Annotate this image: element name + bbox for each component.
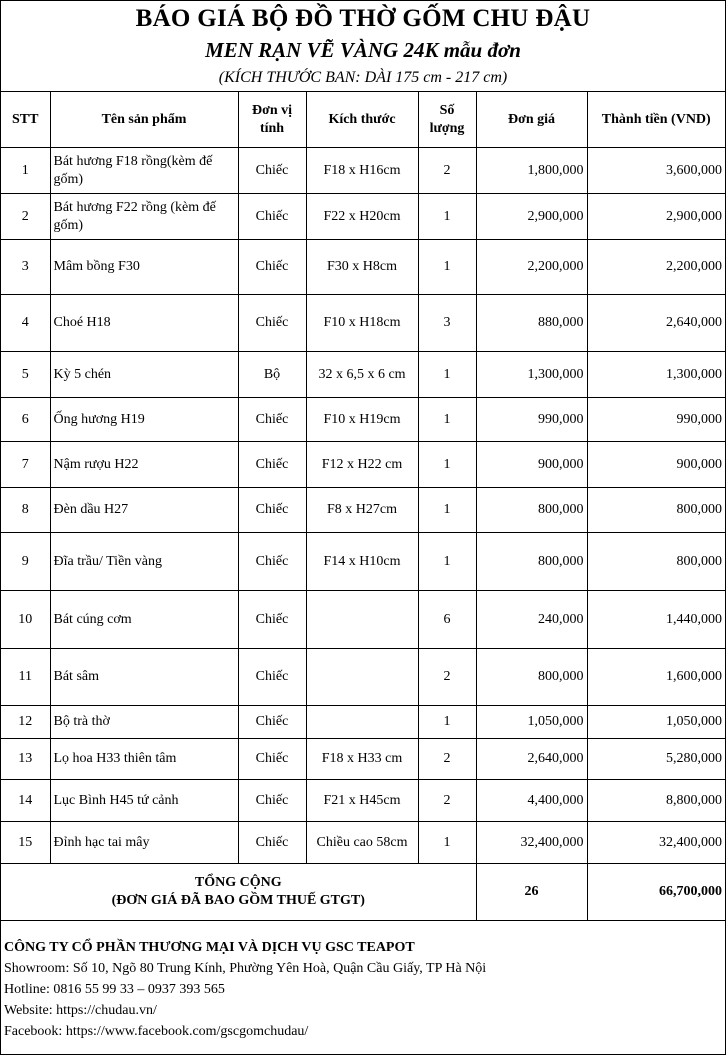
row-unit-price: 240,000 — [476, 591, 587, 649]
row-qty: 1 — [418, 706, 476, 739]
row-stt: 4 — [1, 295, 50, 352]
row-product-name: Bát sâm — [50, 649, 238, 706]
row-unit-price: 1,800,000 — [476, 148, 587, 194]
row-qty: 1 — [418, 533, 476, 591]
row-unit-price: 4,400,000 — [476, 780, 587, 822]
table-row — [1, 591, 725, 649]
row-product-name: Đĩa trầu/ Tiền vàng — [50, 533, 238, 591]
table-row — [1, 352, 725, 398]
row-product-name: Bộ trà thờ — [50, 706, 238, 739]
table-row — [1, 649, 725, 706]
row-amount: 5,280,000 — [587, 739, 725, 780]
row-unit: Chiếc — [238, 194, 306, 240]
row-unit-price: 880,000 — [476, 295, 587, 352]
row-amount: 2,900,000 — [587, 194, 725, 240]
row-unit-price: 800,000 — [476, 488, 587, 533]
row-product-name: Đỉnh hạc tai mây — [50, 822, 238, 864]
total-label: TỔNG CỘNG — [194, 875, 282, 890]
total-amount: 66,700,000 — [587, 864, 725, 921]
row-qty: 1 — [418, 442, 476, 488]
row-unit: Chiếc — [238, 822, 306, 864]
table-row — [1, 295, 725, 352]
table-row — [1, 780, 725, 822]
row-size: F30 x H8cm — [306, 240, 418, 295]
row-unit-price: 800,000 — [476, 533, 587, 591]
row-qty: 1 — [418, 488, 476, 533]
row-product-name: Nậm rượu H22 — [50, 442, 238, 488]
row-qty: 2 — [418, 148, 476, 194]
table-row — [1, 442, 725, 488]
row-stt: 1 — [1, 148, 50, 194]
row-size: F14 x H10cm — [306, 533, 418, 591]
row-amount: 1,300,000 — [587, 352, 725, 398]
row-qty: 3 — [418, 295, 476, 352]
row-size: Chiều cao 58cm — [306, 822, 418, 864]
row-product-name: Đèn dầu H27 — [50, 488, 238, 533]
table-row — [1, 148, 725, 194]
row-unit-price: 32,400,000 — [476, 822, 587, 864]
row-stt: 3 — [1, 240, 50, 295]
document-title: BÁO GIÁ BỘ ĐỒ THỜ GỐM CHU ĐẬU — [135, 5, 591, 32]
row-stt: 10 — [1, 591, 50, 649]
row-qty: 1 — [418, 398, 476, 442]
table-header-row — [1, 92, 725, 148]
row-stt: 6 — [1, 398, 50, 442]
table-row — [1, 240, 725, 295]
col-header-size: Kích thước — [306, 92, 418, 148]
row-stt: 7 — [1, 442, 50, 488]
document-subtitle: MEN RẠN VẼ VÀNG 24K mẫu đơn — [205, 38, 521, 62]
row-unit-price: 900,000 — [476, 442, 587, 488]
table-row — [1, 739, 725, 780]
row-unit: Chiếc — [238, 442, 306, 488]
row-amount: 32,400,000 — [587, 822, 725, 864]
row-qty: 2 — [418, 739, 476, 780]
row-amount: 1,050,000 — [587, 706, 725, 739]
row-product-name: Lọ hoa H33 thiên tâm — [50, 739, 238, 780]
row-product-name: Kỳ 5 chén — [50, 352, 238, 398]
col-header-name: Tên sản phẩm — [50, 92, 238, 148]
row-amount: 900,000 — [587, 442, 725, 488]
row-amount: 2,200,000 — [587, 240, 725, 295]
row-qty: 6 — [418, 591, 476, 649]
table-row — [1, 822, 725, 864]
row-qty: 1 — [418, 352, 476, 398]
total-label-cell — [1, 864, 476, 921]
row-unit-price: 800,000 — [476, 649, 587, 706]
row-size: F10 x H19cm — [306, 398, 418, 442]
company-footer — [4, 937, 724, 1042]
row-unit: Chiếc — [238, 295, 306, 352]
row-stt: 11 — [1, 649, 50, 706]
row-unit: Chiếc — [238, 398, 306, 442]
row-stt: 13 — [1, 739, 50, 780]
row-size: F21 x H45cm — [306, 780, 418, 822]
col-header-unit: Đơn vị tính — [238, 92, 306, 148]
row-product-name: Bát cúng cơm — [50, 591, 238, 649]
table-body — [1, 148, 725, 864]
row-size: F8 x H27cm — [306, 488, 418, 533]
row-unit-price: 2,900,000 — [476, 194, 587, 240]
col-header-stt: STT — [1, 92, 50, 148]
row-product-name: Ống hương H19 — [50, 398, 238, 442]
row-qty: 1 — [418, 194, 476, 240]
row-product-name: Mâm bồng F30 — [50, 240, 238, 295]
row-unit-price: 2,640,000 — [476, 739, 587, 780]
row-amount: 8,800,000 — [587, 780, 725, 822]
row-size: 32 x 6,5 x 6 cm — [306, 352, 418, 398]
row-amount: 990,000 — [587, 398, 725, 442]
row-unit: Bộ — [238, 352, 306, 398]
company-name: CÔNG TY CỔ PHẦN THƯƠNG MẠI VÀ DỊCH VỤ GSC TEAPOT — [4, 940, 415, 955]
row-stt: 14 — [1, 780, 50, 822]
showroom-address: Showroom: Số 10, Ngõ 80 Trung Kính, Phường Yên Hoà, Quận Cầu Giấy, TP Hà Nội — [4, 961, 487, 976]
row-unit: Chiếc — [238, 706, 306, 739]
row-qty: 1 — [418, 822, 476, 864]
row-amount: 800,000 — [587, 533, 725, 591]
price-table — [1, 91, 725, 921]
row-amount: 3,600,000 — [587, 148, 725, 194]
row-unit: Chiếc — [238, 533, 306, 591]
row-unit: Chiếc — [238, 591, 306, 649]
row-size: F22 x H20cm — [306, 194, 418, 240]
col-header-amount: Thành tiền (VND) — [587, 92, 725, 148]
total-note: (ĐƠN GIÁ ĐÃ BAO GỒM THUẾ GTGT) — [111, 893, 365, 908]
row-product-name: Bát hương F18 rồng(kèm đế gốm) — [50, 148, 238, 194]
row-unit: Chiếc — [238, 148, 306, 194]
row-size — [306, 649, 418, 706]
row-unit: Chiếc — [238, 780, 306, 822]
row-unit-price: 1,050,000 — [476, 706, 587, 739]
size-note: (KÍCH THƯỚC BAN: DÀI 175 cm - 217 cm) — [218, 69, 508, 86]
row-size: F12 x H22 cm — [306, 442, 418, 488]
col-header-price: Đơn giá — [476, 92, 587, 148]
table-row — [1, 194, 725, 240]
total-row — [1, 864, 725, 921]
row-unit-price: 990,000 — [476, 398, 587, 442]
row-size — [306, 706, 418, 739]
row-size: F18 x H16cm — [306, 148, 418, 194]
website-link[interactable]: Website: https://chudau.vn/ — [4, 1003, 157, 1018]
facebook-link[interactable]: Facebook: https://www.facebook.com/gscgomchudau/ — [4, 1024, 309, 1039]
row-size: F18 x H33 cm — [306, 739, 418, 780]
table-row — [1, 398, 725, 442]
table-row — [1, 706, 725, 739]
row-product-name: Bát hương F22 rồng (kèm đế gốm) — [50, 194, 238, 240]
row-size — [306, 591, 418, 649]
row-stt: 9 — [1, 533, 50, 591]
row-product-name: Lục Bình H45 tứ cảnh — [50, 780, 238, 822]
row-stt: 15 — [1, 822, 50, 864]
row-qty: 1 — [418, 240, 476, 295]
row-amount: 800,000 — [587, 488, 725, 533]
hotline: Hotline: 0816 55 99 33 – 0937 393 565 — [4, 982, 225, 997]
total-qty: 26 — [476, 864, 587, 921]
row-stt: 5 — [1, 352, 50, 398]
row-stt: 2 — [1, 194, 50, 240]
row-amount: 1,600,000 — [587, 649, 725, 706]
row-unit: Chiếc — [238, 649, 306, 706]
row-unit-price: 2,200,000 — [476, 240, 587, 295]
row-amount: 1,440,000 — [587, 591, 725, 649]
row-amount: 2,640,000 — [587, 295, 725, 352]
row-qty: 2 — [418, 649, 476, 706]
row-stt: 12 — [1, 706, 50, 739]
row-product-name: Choé H18 — [50, 295, 238, 352]
table-row — [1, 488, 725, 533]
table-row — [1, 533, 725, 591]
row-unit: Chiếc — [238, 488, 306, 533]
col-header-qty: Số lượng — [418, 92, 476, 148]
row-stt: 8 — [1, 488, 50, 533]
row-unit: Chiếc — [238, 739, 306, 780]
row-size: F10 x H18cm — [306, 295, 418, 352]
row-unit-price: 1,300,000 — [476, 352, 587, 398]
row-qty: 2 — [418, 780, 476, 822]
row-unit: Chiếc — [238, 240, 306, 295]
